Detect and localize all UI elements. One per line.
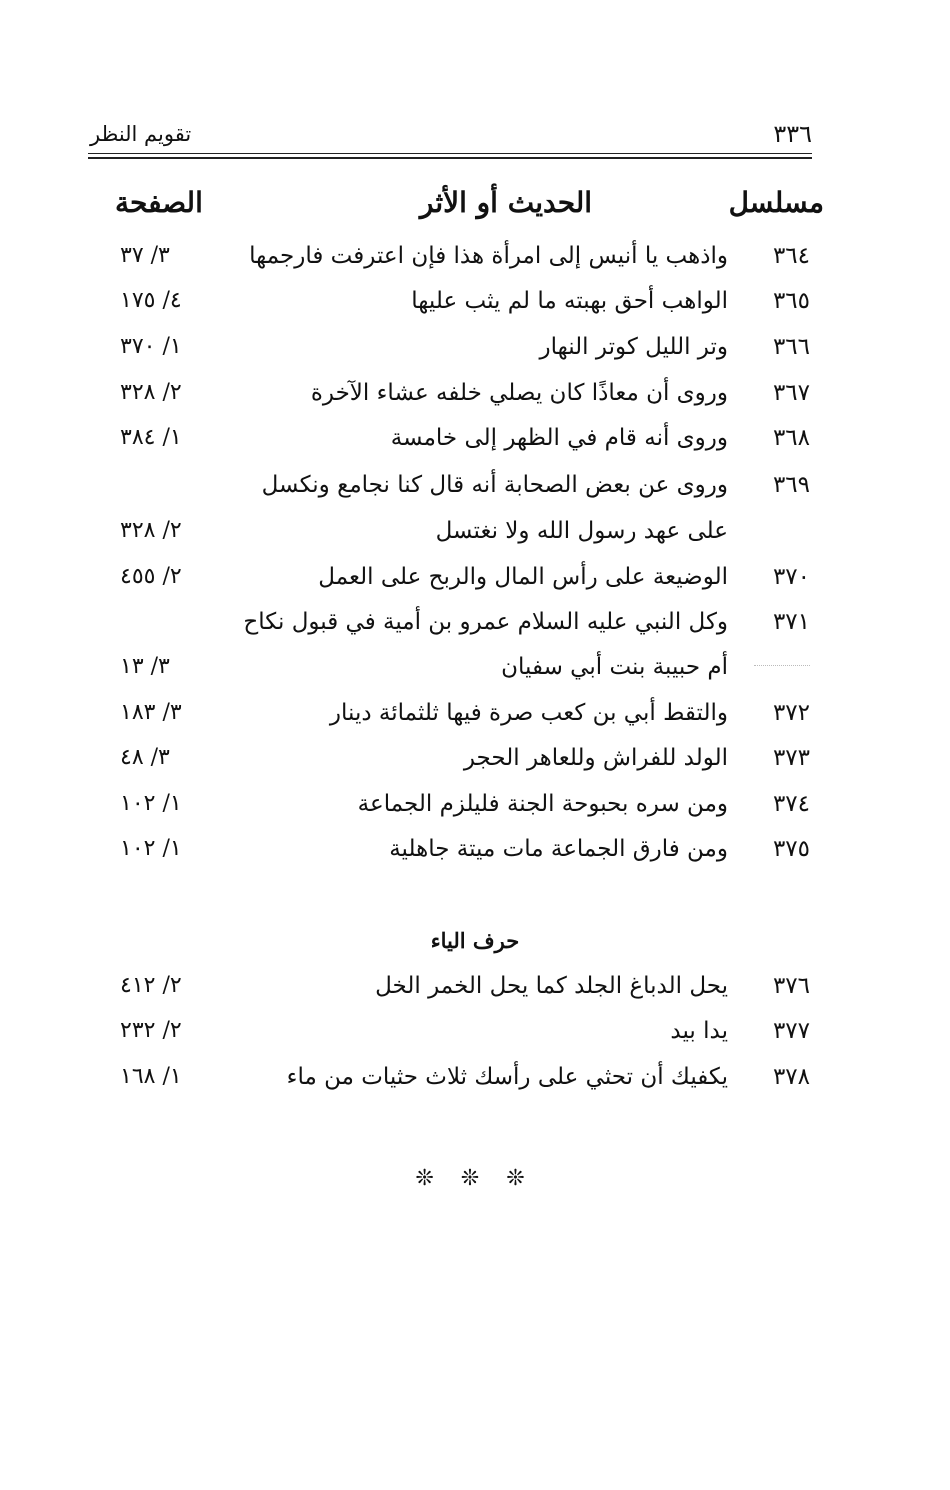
table-row <box>0 425 950 469</box>
entry-page: ٣/ ٤٨ <box>120 745 170 770</box>
table-row <box>0 791 950 835</box>
end-ornament: ❊ ❊ ❊ <box>415 1166 535 1191</box>
entry-page: ٢/ ٤١٢ <box>120 973 182 998</box>
table-row <box>0 243 950 287</box>
entry-page: ٣/ ١٨٣ <box>120 700 182 725</box>
entry-number: ٣٧٢ <box>772 700 810 726</box>
entry-text: وكل النبي عليه السلام عمرو بن أمية في قبول نكاح <box>243 609 728 635</box>
entry-number: ٣٧٥ <box>772 836 810 862</box>
entry-text: الواهب أحق بهبته ما لم يثب عليها <box>411 288 728 314</box>
header-rule-thick <box>88 157 812 159</box>
entry-page: ١/ ١٠٢ <box>120 836 182 861</box>
entry-number: ٣٧٦ <box>772 973 810 999</box>
entry-page: ٣/ ٣٧ <box>120 243 170 268</box>
entry-text: الولد للفراش وللعاهر الحجر <box>463 745 728 771</box>
entry-text: يحل الدباغ الجلد كما يحل الخمر الخل <box>375 973 728 999</box>
table-row <box>0 745 950 789</box>
entry-page: ٢/ ٣٢٨ <box>120 380 182 405</box>
entry-text: وروى أنه قام في الظهر إلى خامسة <box>390 425 728 451</box>
entry-page: ١/ ١٠٢ <box>120 791 182 816</box>
table-row <box>0 1018 950 1062</box>
table-row <box>0 564 950 608</box>
entry-number: ٣٧١ <box>772 609 810 635</box>
table-row <box>0 472 950 516</box>
section-heading: حرف الياء <box>430 928 520 953</box>
table-row <box>0 288 950 332</box>
table-row <box>0 609 950 653</box>
entry-text: واذهب يا أنيس إلى امرأة هذا فإن اعترفت فارجمها <box>249 243 728 269</box>
entry-text: وتر الليل كوتر النهار <box>539 334 728 360</box>
table-row-continuation <box>0 654 950 698</box>
header-rule-thin <box>88 153 812 154</box>
entry-text: وروى أن معاذًا كان يصلي خلفه عشاء الآخرة <box>310 380 728 406</box>
table-row <box>0 334 950 378</box>
entry-text: وروى عن بعض الصحابة أنه قال كنا نجامع ونكسل <box>261 472 728 498</box>
entry-number: ٣٦٤ <box>772 243 810 269</box>
entry-page: ١/ ٣٧٠ <box>120 334 182 359</box>
entry-text: ومن سره بحبوحة الجنة فليلزم الجماعة <box>357 791 728 817</box>
entry-number: ٣٦٥ <box>772 288 810 314</box>
column-header-text: الحديث أو الأثر <box>419 186 593 219</box>
entry-text: الوضيعة على رأس المال والربح على العمل <box>318 564 728 590</box>
entry-number: ٣٧٨ <box>772 1064 810 1090</box>
entry-number: ٣٦٦ <box>772 334 810 360</box>
table-row <box>0 973 950 1017</box>
entry-page: ٤/ ١٧٥ <box>120 288 182 313</box>
page-number: ٣٣٦ <box>773 120 812 148</box>
entry-number: ٣٧٣ <box>772 745 810 771</box>
entry-number: ٣٧٠ <box>772 564 810 590</box>
entry-page: ٢/ ٣٢٨ <box>120 518 182 543</box>
entry-text: يكفيك أن تحثي على رأسك ثلاث حثيات من ماء <box>286 1064 728 1090</box>
entry-number: ٣٧٤ <box>772 791 810 817</box>
table-row-continuation <box>0 518 950 562</box>
entry-page: ٢/ ٤٥٥ <box>120 564 182 589</box>
entry-page: ١/ ١٦٨ <box>120 1064 182 1089</box>
entry-text: والتقط أبي بن كعب صرة فيها ثلثمائة دينار <box>329 700 728 726</box>
column-header-page: الصفحة <box>115 186 203 219</box>
table-row <box>0 380 950 424</box>
entry-page: ٣/ ١٣ <box>120 654 170 679</box>
column-header-serial: مسلسل <box>728 186 824 219</box>
entry-text: ومن فارق الجماعة مات ميتة جاهلية <box>389 836 728 862</box>
entry-number: ٣٧٧ <box>772 1018 810 1044</box>
entry-text-continued: أم حبيبة بنت أبي سفيان <box>501 654 728 680</box>
table-row <box>0 700 950 744</box>
running-title: تقويم النظر <box>90 122 192 146</box>
entry-text-continued: على عهد رسول الله ولا نغتسل <box>435 518 728 544</box>
table-row <box>0 836 950 880</box>
entry-page: ١/ ٣٨٤ <box>120 425 182 450</box>
entry-page: ٢/ ٢٣٢ <box>120 1018 182 1043</box>
table-row <box>0 1064 950 1108</box>
entry-number: ٣٦٧ <box>772 380 810 406</box>
entry-text: يدا بيد <box>670 1018 728 1044</box>
entry-number: ٣٦٩ <box>772 472 810 498</box>
entry-number: ٣٦٨ <box>772 425 810 451</box>
